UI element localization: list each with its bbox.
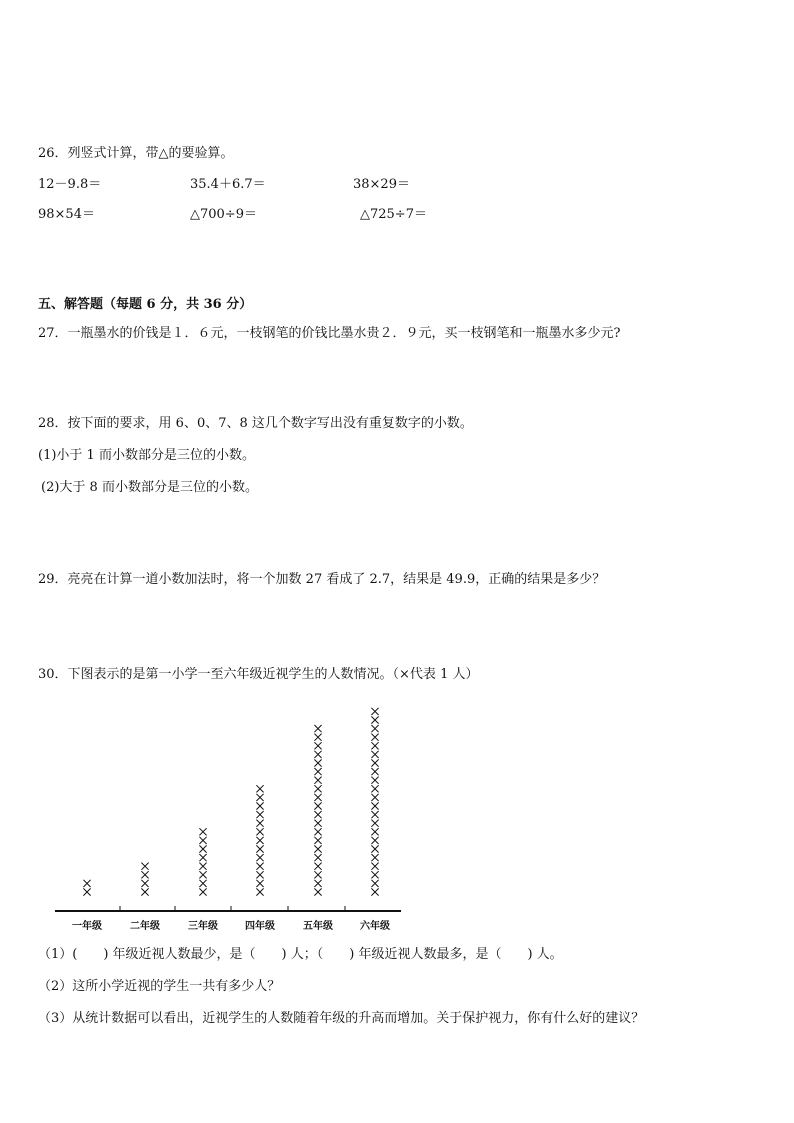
cross-mark [141,888,148,895]
cross-mark [199,837,206,844]
cross-mark [199,863,206,870]
cross-mark [256,854,263,861]
q26-expr-2: 35.4＋6.7＝ [190,177,266,192]
q30-part1: （1）( ) 年级近视人数最少，是（ ) 人；（ ) 年级近视人数最多，是（ ) 人。 [38,947,563,962]
cross-mark [141,871,148,878]
cross-mark [371,863,378,870]
cross-mark [371,751,378,758]
cross-mark [371,785,378,792]
cross-mark [371,716,378,723]
q26-expr-4: 98×54＝ [38,207,95,222]
cross-mark [314,734,321,741]
category-label: 一年级 [72,921,102,932]
cross-mark [256,802,263,809]
cross-mark [371,854,378,861]
cross-mark [199,888,206,895]
cross-mark [314,725,321,732]
cross-mark [371,734,378,741]
cross-mark [371,708,378,715]
cross-mark [314,888,321,895]
cross-mark [83,880,90,887]
cross-mark [314,880,321,887]
cross-mark [256,820,263,827]
q29-text: 29．亮亮在计算一道小数加法时，将一个加数 27 看成了 2.7，结果是 49.9，正确的结果是多少？ [38,572,606,587]
cross-mark [141,863,148,870]
cross-mark [371,742,378,749]
cross-mark [371,888,378,895]
cross-mark [314,863,321,870]
q26-expr-5: △700÷9＝ [190,207,257,222]
cross-mark [314,768,321,775]
cross-mark [371,820,378,827]
category-label: 六年级 [360,921,390,932]
cross-mark [314,802,321,809]
cross-mark [256,888,263,895]
q28-part1: (1)小于 1 而小数部分是三位的小数。 [38,448,255,463]
cross-mark [256,837,263,844]
cross-mark [371,768,378,775]
cross-mark [371,725,378,732]
cross-mark [256,880,263,887]
cross-mark [314,854,321,861]
cross-mark [314,845,321,852]
cross-mark [314,785,321,792]
cross-mark [314,794,321,801]
cross-mark [371,759,378,766]
q30-text: 30．下图表示的是第一小学一至六年级近视学生的人数情况。（×代表 1 人） [38,667,479,682]
category-label: 四年级 [245,921,275,932]
cross-mark [371,777,378,784]
q28-part2: (2)大于 8 而小数部分是三位的小数。 [41,480,258,495]
q26-expr-1: 12－9.8＝ [38,177,102,192]
cross-mark [256,863,263,870]
cross-mark [256,785,263,792]
cross-mark [256,828,263,835]
cross-mark [199,854,206,861]
cross-mark [199,845,206,852]
cross-mark [371,802,378,809]
category-label: 三年级 [188,921,218,932]
category-label: 五年级 [303,921,333,932]
q30-part2: （2）这所小学近视的学生一共有多少人？ [38,979,281,994]
section5-title: 五、解答题（每题 6 分，共 36 分） [38,297,253,312]
q26-expr-6: △725÷7＝ [360,207,427,222]
cross-mark [371,811,378,818]
cross-mark [314,828,321,835]
category-label: 二年级 [130,921,160,932]
cross-mark [371,880,378,887]
cross-mark [314,759,321,766]
cross-mark [371,871,378,878]
cross-mark [314,777,321,784]
cross-mark [256,811,263,818]
cross-mark [314,811,321,818]
q30-part3: （3）从统计数据可以看出，近视学生的人数随着年级的升高而增加。关于保护视力，你有什么好的建议？ [38,1011,645,1026]
cross-mark [314,751,321,758]
cross-mark [199,871,206,878]
cross-mark [314,820,321,827]
cross-mark [314,871,321,878]
q26-expr-3: 38×29＝ [353,177,410,192]
q28-text: 28．按下面的要求，用 6、0、7、8 这几个数字写出没有重复数字的小数。 [38,416,473,431]
cross-mark [371,794,378,801]
cross-mark [83,888,90,895]
q26-title: 26．列竖式计算，带△的要验算。 [38,146,234,161]
cross-mark [256,794,263,801]
cross-mark [314,742,321,749]
cross-mark [199,880,206,887]
cross-mark [141,880,148,887]
cross-mark [256,871,263,878]
cross-mark [256,845,263,852]
cross-mark [371,845,378,852]
cross-mark [199,828,206,835]
cross-mark [371,837,378,844]
q27-text: 27．一瓶墨水的价钱是１．６元，一枝钢笔的价钱比墨水贵２．９元，买一枝钢笔和一瓶墨水多少元? [38,326,621,341]
cross-mark [314,837,321,844]
cross-mark [371,828,378,835]
